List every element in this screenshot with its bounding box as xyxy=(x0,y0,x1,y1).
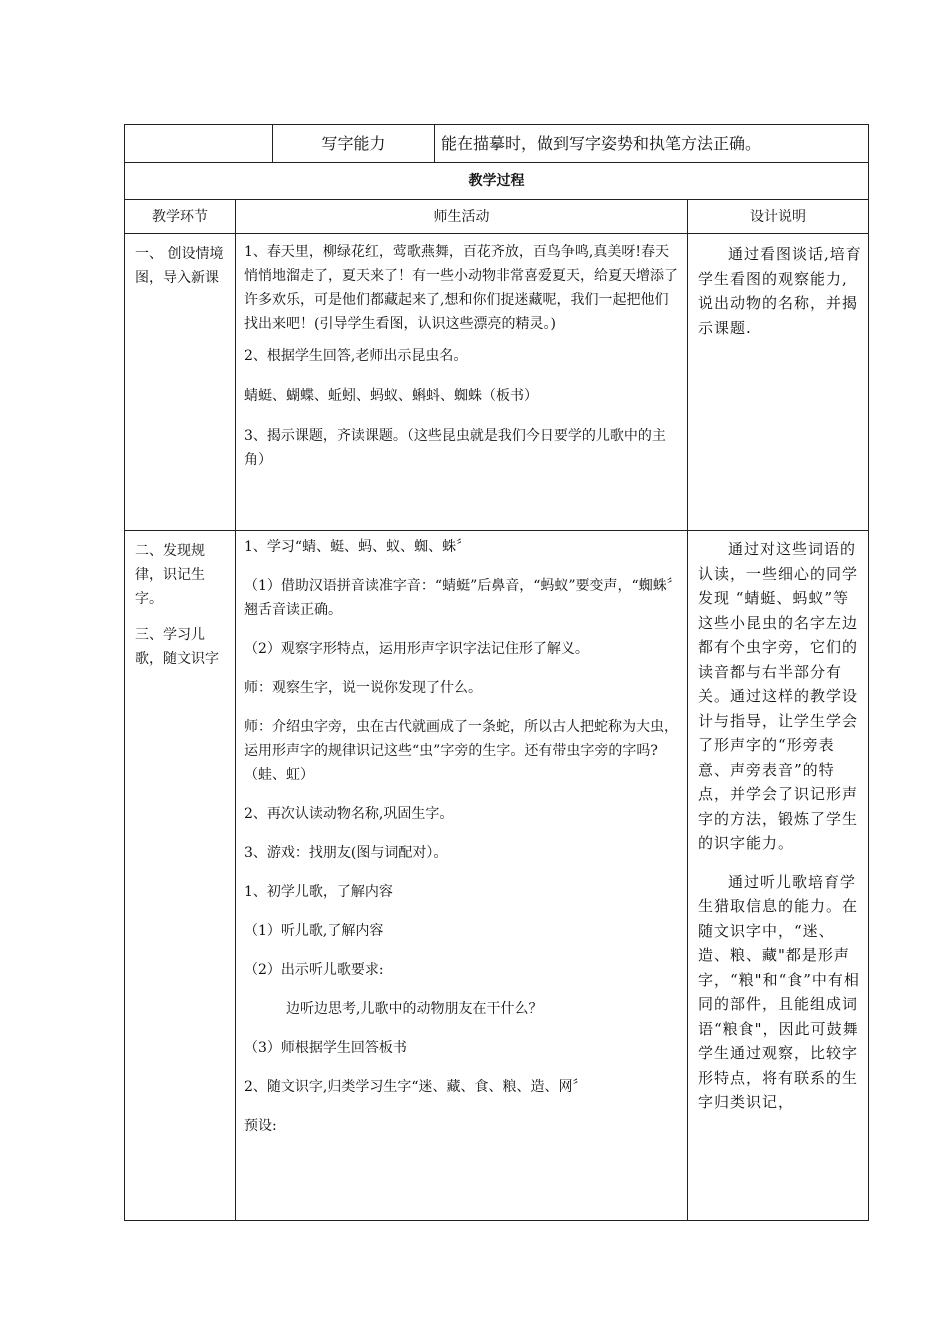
activity-paragraph: 预设: xyxy=(244,1118,277,1134)
activity-paragraph: 边听边思考,儿歌中的动物朋友在干什么？ xyxy=(286,1001,543,1017)
stage-text: 一、 创设情境图，导入新课 xyxy=(135,246,224,286)
note-cell xyxy=(688,531,869,1221)
activity-paragraph: 2、随文识字,归类学习生字“迷、藏、食、粮、造、网〞 xyxy=(244,1079,587,1095)
table-row xyxy=(125,531,869,1221)
activity-paragraph: （1）听儿歌,了解内容 xyxy=(244,923,384,939)
activity-paragraph: 2、再次认读动物名称,巩固生字。 xyxy=(244,806,454,822)
objective-blank-cell xyxy=(125,125,273,163)
stage-cell xyxy=(125,234,236,531)
activity-paragraph: 1、春天里，柳绿花红，莺歌燕舞，百花齐放，百鸟争鸣,真美呀!春天悄悄地溜走了，夏天来了！有一些小动物非常喜爱夏天，给夏天增添了许多欢乐，可是他们都藏起来了,想和你们捉迷藏呢，我们一起把他们找出来吧！(引导学生看图，认识这些漂亮的精灵。) xyxy=(244,244,678,332)
header-stage xyxy=(125,200,236,234)
header-activity xyxy=(236,200,688,234)
stage-text: 三、学习儿歌，随文识字 xyxy=(135,627,219,667)
section-title: 教学过程 xyxy=(468,173,525,189)
lesson-plan-sheet xyxy=(124,124,868,1221)
activity-paragraph: （2）观察字形特点，运用形声字识字法记住形了解义。 xyxy=(244,641,589,657)
objective-content: 能在描摹时，做到写字姿势和执笔方法正确。 xyxy=(441,133,762,153)
objective-label-cell xyxy=(273,125,435,163)
note-cell xyxy=(688,234,869,531)
activity-paragraph: 1、学习“蜻、蜓、蚂、蚁、蜘、蛛〞 xyxy=(244,539,471,555)
note-text: 通过对这些词语的认读，一些细心的同学发现 “蜻蜓、蚂蚁”等这些小昆虫的名字左边都有个虫字旁，它们的读音都与右半部分有关。通过这样的教学设计与指导，让学生学会了形声字的“形旁表意、声旁表音”的特点，并学会了识记形声字的方法，锻炼了学生的识字能力。 xyxy=(698,540,859,852)
activity-paragraph: 2、根据学生回答,老师出示昆虫名。 xyxy=(244,348,468,364)
header-activity-text: 师生活动 xyxy=(433,208,490,225)
objective-row xyxy=(125,125,869,163)
header-stage-text: 教学环节 xyxy=(152,208,208,225)
activity-paragraph: 1、初学儿歌，了解内容 xyxy=(244,884,393,900)
activity-paragraph: 3、游戏：找朋友(图与词配对）。 xyxy=(244,845,448,861)
activity-paragraph: 蜻蜓、蝴蝶、蚯蚓、蚂蚁、蝌蚪、蜘蛛（板书） xyxy=(244,388,538,404)
activity-paragraph: 师：观察生字，说一说你发现了什么。 xyxy=(244,680,482,696)
activity-cell xyxy=(236,531,688,1221)
stage-text: 二、发现规律，识记生字。 xyxy=(135,543,205,607)
header-note-text: 设计说明 xyxy=(750,208,806,225)
section-title-cell xyxy=(125,163,869,200)
objective-content-cell xyxy=(435,125,869,163)
activity-paragraph: （3）师根据学生回答板书 xyxy=(244,1040,407,1056)
activity-paragraph: （1）借助汉语拼音读准字音：“蜻蜓”后鼻音，“蚂蚁”要变声，“蜘蛛〞翘舌音读正确。 xyxy=(244,578,681,618)
objective-table xyxy=(124,124,869,163)
header-note xyxy=(688,200,869,234)
activity-paragraph: 3、揭示课题，齐读课题。（这些昆虫就是我们今日要学的儿歌中的主角） xyxy=(244,428,666,468)
header-row xyxy=(125,200,869,234)
activity-paragraph: 师：介绍虫字旁，虫在古代就画成了一条蛇，所以古人把蛇称为大虫，运用形声字的规律识记这些“虫”字旁的生字。还有带虫字旁的字吗?（蛙、虹） xyxy=(244,719,678,783)
note-text: 通过看图谈话,培育学生看图的观察能力,说出动物的名称，并揭示课题. xyxy=(698,245,862,337)
stage-cell xyxy=(125,531,236,1221)
activity-paragraph: （2）出示听儿歌要求: xyxy=(244,962,384,978)
note-text: 通过听儿歌培育学生猎取信息的能力。在随文识字中，“迷、造、粮、藏"都是形声字，“粮"和“食”中有相同的部件，且能组成词语“粮食"，因此可鼓舞学生通过观察，比较字形特点，将有联系的生字归类识记， xyxy=(698,872,860,1111)
table-row xyxy=(125,234,869,531)
section-title-row xyxy=(125,163,869,200)
process-table xyxy=(124,162,869,1221)
activity-cell xyxy=(236,234,688,531)
objective-label: 写字能力 xyxy=(321,133,386,153)
